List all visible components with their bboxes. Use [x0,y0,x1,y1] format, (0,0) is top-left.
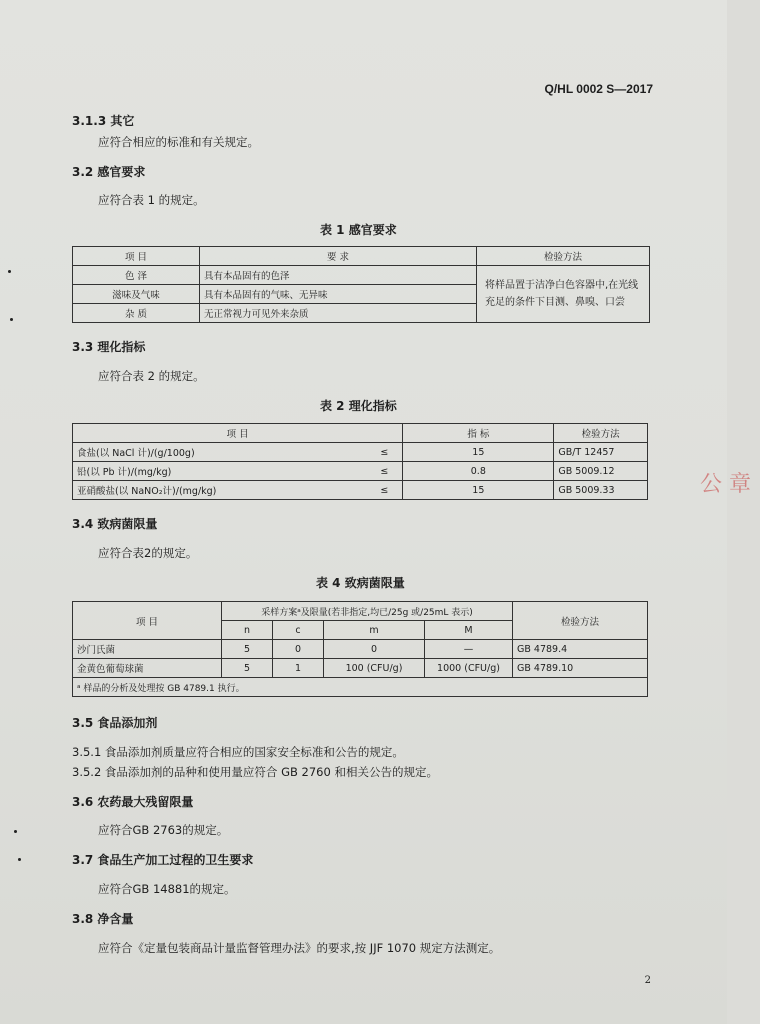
table-cell: 1 [273,659,324,678]
table-header-cell: 检验方法 [554,424,648,443]
table-header-cell: 采样方案ᵃ及限量(若非指定,均已/25g 或/25mL 表示) [222,602,513,621]
table-cell: GB 5009.33 [554,481,648,500]
table-cell: GB 5009.12 [554,462,648,481]
table-cell: — [425,640,513,659]
scan-mark [18,858,21,861]
section-3-4-heading: 3.4 致病菌限量 [72,517,158,531]
table-cell: 食盐(以 NaCl 计)/(g/100g) [73,443,367,462]
section-3-8-text: 应符合《定量包装商品计量监督管理办法》的要求,按 JJF 1070 规定方法测定。 [98,941,501,955]
table-row [73,462,648,481]
table-cell: 15 [403,481,554,500]
document-code: Q/HL 0002 S—2017 [544,82,653,96]
table-row [73,640,648,659]
table1-caption: 表 1 感官要求 [320,223,397,237]
section-3-8-heading: 3.8 净含量 [72,912,134,926]
section-3-2-text: 应符合表 1 的规定。 [98,193,205,207]
scan-mark [10,318,13,321]
table-row [73,443,648,462]
section-3-1-3-text: 应符合相应的标准和有关规定。 [98,135,259,149]
table-header-cell: 项 目 [73,602,222,640]
scan-mark [8,270,11,273]
table-cell: ≤ [366,462,403,481]
table4 [72,601,648,697]
table-cell: GB/T 12457 [554,443,648,462]
table-cell: 0 [273,640,324,659]
section-3-5-1-text: 3.5.1 食品添加剂质量应符合相应的国家安全标准和公告的规定。 [72,745,404,759]
section-3-6-heading: 3.6 农药最大残留限量 [72,795,194,809]
table-cell: 金黄色葡萄球菌 [73,659,222,678]
table-cell: 15 [403,443,554,462]
table4-caption: 表 4 致病菌限量 [316,576,405,590]
table-header-row [73,247,650,266]
table-header-cell: 要 求 [200,247,477,266]
table-cell: 色 泽 [73,266,200,285]
table-row [73,266,650,285]
table-header-cell: 检验方法 [477,247,650,266]
table-header-cell: 检验方法 [513,602,648,640]
page-number: 2 [644,975,651,986]
table-header-cell: c [273,621,324,640]
table-cell: ≤ [366,443,403,462]
table1 [72,246,650,323]
section-3-4-text: 应符合表2的规定。 [98,546,198,560]
table-cell: ≤ [366,481,403,500]
table-cell: 0 [324,640,425,659]
table-row [73,481,648,500]
table-cell: 5 [222,659,273,678]
table-header-cell: M [425,621,513,640]
table-row [73,659,648,678]
table2-caption: 表 2 理化指标 [320,399,397,413]
table-cell: 铅(以 Pb 计)/(mg/kg) [73,462,367,481]
section-3-3-heading: 3.3 理化指标 [72,340,146,354]
table-header-cell: n [222,621,273,640]
table-cell: 亚硝酸盐(以 NaNO₂计)/(mg/kg) [73,481,367,500]
table-header-cell: m [324,621,425,640]
table-header-row [73,602,648,621]
table-header-cell: 指 标 [403,424,554,443]
table-cell: 具有本品固有的气味、无异味 [200,285,477,304]
table2 [72,423,648,500]
table-cell: GB 4789.4 [513,640,648,659]
table-header-cell: 项 目 [73,247,200,266]
table-cell: 滋味及气味 [73,285,200,304]
table-cell: 沙门氏菌 [73,640,222,659]
section-3-5-heading: 3.5 食品添加剂 [72,716,158,730]
section-3-5-2-text: 3.5.2 食品添加剂的品种和使用量应符合 GB 2760 和相关公告的规定。 [72,765,438,779]
section-3-2-heading: 3.2 感官要求 [72,165,146,179]
section-3-7-text: 应符合GB 14881的规定。 [98,882,236,896]
section-3-1-3-heading: 3.1.3 其它 [72,114,135,128]
red-seal-stamp: 公 章 [700,472,751,497]
table-cell: 无正常视力可见外来杂质 [200,304,477,323]
table-cell: 具有本品固有的色泽 [200,266,477,285]
scan-mark [14,830,17,833]
table-cell: 0.8 [403,462,554,481]
table-note-row [73,678,648,697]
table-cell: 5 [222,640,273,659]
table-cell: 1000 (CFU/g) [425,659,513,678]
section-3-3-text: 应符合表 2 的规定。 [98,369,205,383]
table-cell: 杂 质 [73,304,200,323]
table-header-row [73,424,648,443]
table-cell-method: 将样品置于洁净白色容器中,在光线充足的条件下目测、鼻嗅、口尝 [477,266,650,323]
table-cell: GB 4789.10 [513,659,648,678]
table-note: ᵃ 样品的分析及处理按 GB 4789.1 执行。 [73,678,648,697]
table-header-cell: 项 目 [73,424,403,443]
section-3-6-text: 应符合GB 2763的规定。 [98,823,229,837]
table-cell: 100 (CFU/g) [324,659,425,678]
section-3-7-heading: 3.7 食品生产加工过程的卫生要求 [72,853,254,867]
